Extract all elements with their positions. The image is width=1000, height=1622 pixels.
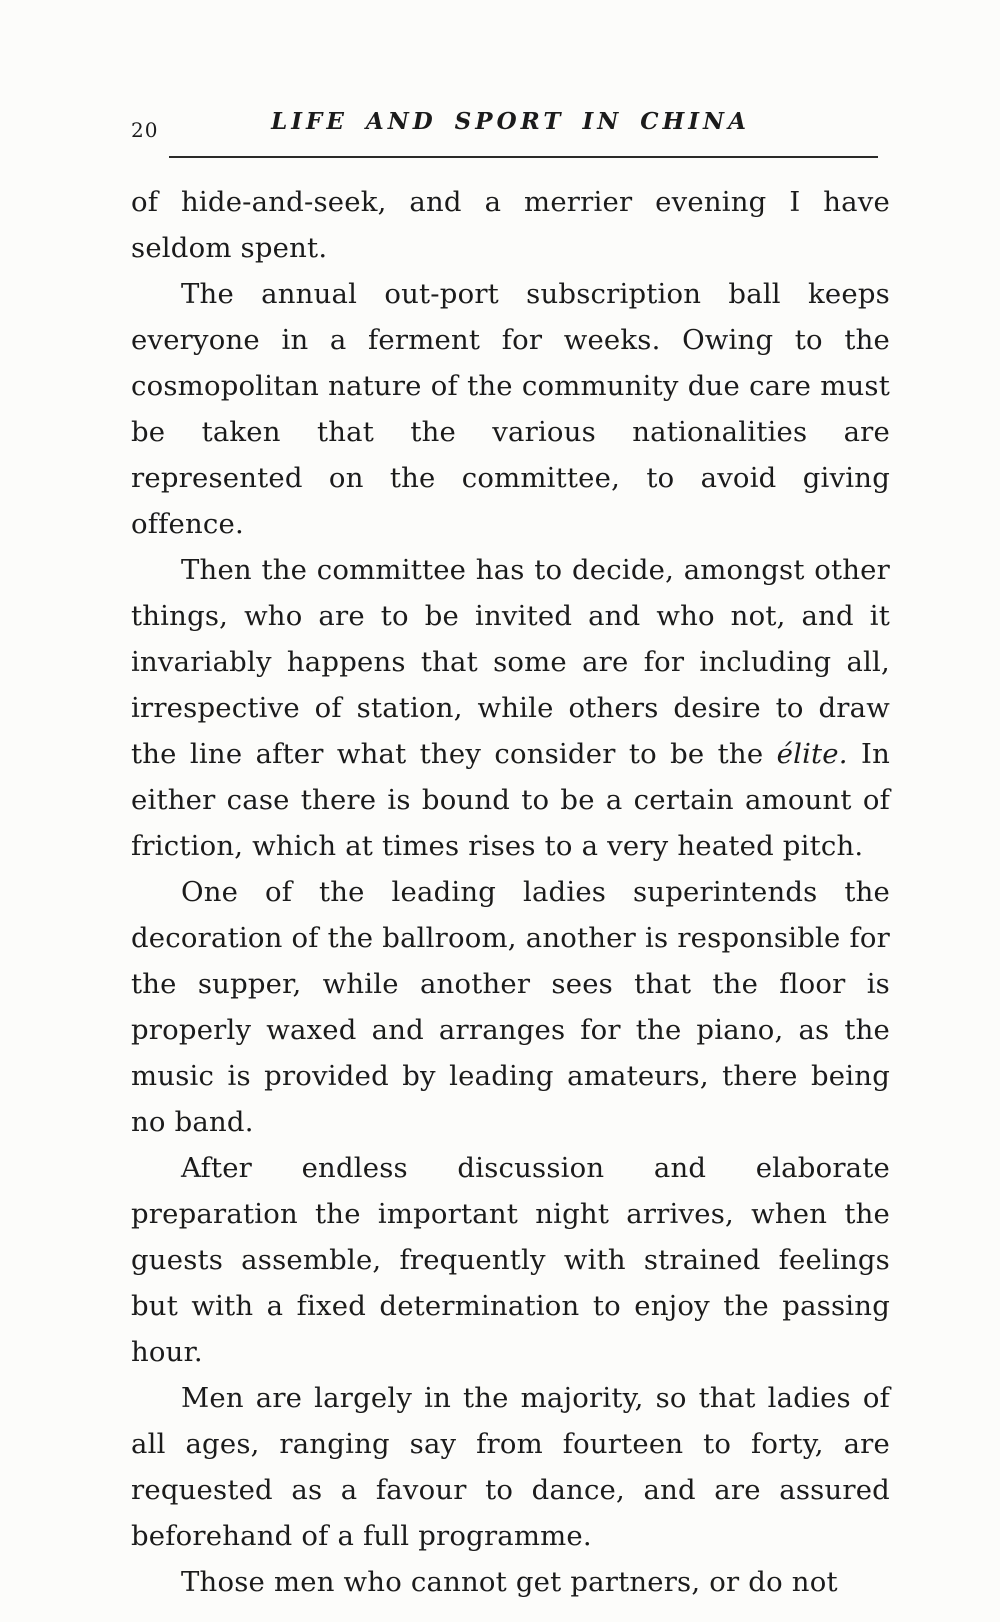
paragraph bbox=[131, 547, 890, 869]
paragraph: The annual out-port subscription ball keeps everyone in a ferment for weeks. Owing to the cosmopolitan nature of the community due care must be taken that the various nationalities are represented on the committee, to avoid giving offence. bbox=[131, 278, 890, 540]
text-block bbox=[131, 179, 890, 1605]
paragraph: Men are largely in the majority, so that ladies of all ages, ranging say from fourteen to forty, are requested as a favour to dance, and are assured beforehand of a full programme. bbox=[131, 1382, 890, 1552]
italic-word: élite. bbox=[776, 738, 848, 770]
paragraph-text: Then the committee has to decide, amongst other things, who are to be invited and who not, and it invariably happens that some are for including all, irrespective of station, while others desire to draw the line after what they consider to be the bbox=[131, 554, 890, 770]
paragraph: After endless discussion and elaborate preparation the important night arrives, when the guests assemble, frequently with strained feelings but with a fixed determination to enjoy the passing hour. bbox=[131, 1152, 890, 1368]
running-head bbox=[131, 108, 890, 148]
header-rule bbox=[169, 156, 878, 158]
paragraph: Those men who cannot get partners, or do not bbox=[181, 1566, 838, 1598]
paragraph: One of the leading ladies superintends the decoration of the ballroom, another is responsible for the supper, while another sees that the floor is properly waxed and arranges for the piano, as the music is provided by leading amateurs, there being no band. bbox=[131, 876, 890, 1138]
page-number: 20 bbox=[131, 118, 159, 142]
page-content bbox=[131, 108, 890, 1605]
paragraph-text: In either case there is bound to be a certain amount of friction, which at times rises to a very heated pitch. bbox=[131, 738, 890, 862]
paragraph: of hide-and-seek, and a merrier evening I have seldom spent. bbox=[131, 186, 890, 264]
page-title: LIFE AND SPORT IN CHINA bbox=[271, 108, 750, 135]
